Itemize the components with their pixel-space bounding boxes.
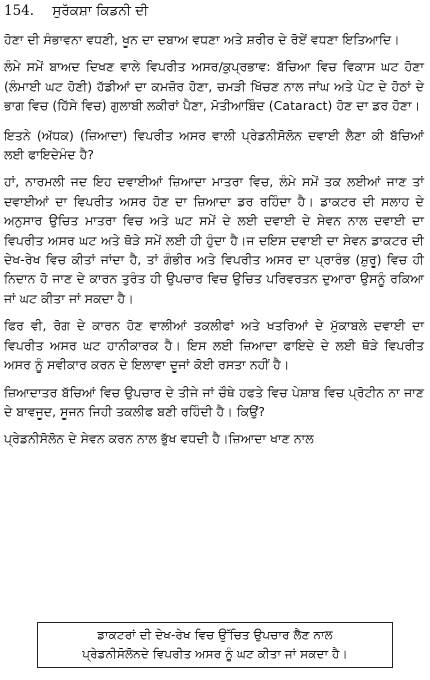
paragraph-long-term-effects: ਲੰਮੇ ਸਮੇਂ ਬਾਅਦ ਦਿਖਣ ਵਾਲੇ ਵਿਪਰੀਤ ਅਸਰ/ਕੁਪ੍ਰਭਾਵ: ਬੱਚਿਆ ਵਿਚ ਵਿਕਾਸ ਘਟ ਹੋਣਾ (ਲੰਮਾਈ ਘਟ ਹੋਣੀ) ਹੱਡੀਆਂ ਦਾ ਕਮਜ਼ੋਰ ਹੋਣਾ, ਚਮੜੀ ਖਿੱਚਣ ਨਾਲ ਜਾਂਘ ਅਤੇ ਪੇਟ ਦੇ ਹੋਠਾਂ ਦੇ ਭਾਗ ਵਿਚ (ਹਿੱਸੇ ਵਿਚ) ਗੁਲਾਬੀ ਲਕੀਰਾਂ ਪੈਣਾ, ਮੋਤੀਆਬਿੰਦ (Cataract) ਹੋਣ ਦਾ ਡਰ ਹੋਣਾ। (4, 59, 424, 114)
page-header (4, 2, 148, 20)
page-number: 154. (4, 3, 35, 19)
highlight-note-box (37, 622, 393, 668)
note-line-2: ਪ੍ਰੇਡਨੀਸੋਲੋਨਦੇ ਵਿਪਰੀਤ ਅਸਰ ਨੂੰ ਘਟ ਕੀਤਾ ਜਾਂ ਸਕਦਾ ਹੈ। (82, 647, 348, 661)
question-persistent-swelling: ਜ਼ਿਆਦਾਤਰ ਬੱਚਿਆਂ ਵਿਚ ਉਪਚਾਰ ਦੇ ਤੀਜੇ ਜਾਂ ਚੌਥੇ ਹਫਤੇ ਵਿਚ ਪੇਸ਼ਾਬ ਵਿਚ ਪ੍ਰੋਟੀਨ ਨਾ ਜਾਣ ਦੇ ਬਾਵਜੂਦ, ਸੂਜਨ ਜਿਹੀ ਤਕਲੀਫ ਬਣੀ ਰਹਿੰਦੀ ਹੈ। ਕਿਉਂ? (4, 384, 424, 419)
body-text (4, 30, 424, 449)
paragraph-risk-comparison: ਫਿਰ ਵੀ, ਰੋਗ ਦੇ ਕਾਰਨ ਹੋਣ ਵਾਲੀਆਂ ਤਕਲੀਫਾਂ ਅਤੇ ਖਤਰਿਆਂ ਦੇ ਮੁੱਕਾਬਲੇ ਦਵਾਈ ਦਾ ਵਿਪਰੀਤ ਅਸਰ ਘਟ ਹਾਨੀਕਾਰਕ ਹੈ। ਇਸ ਲਈ ਜ਼ਿਆਦਾ ਫਾਇਦੇ ਦੇ ਲਈ ਥੋੜੇ ਵਿਪਰੀਤ ਅਸਰ ਨੂੰ ਸਵੀਕਾਰ ਕਰਨ ਦੇ ਇਲਾਵਾ ਦੂਜਾਂ ਕੋਈ ਰਸਤਾ ਨਹੀਂ ਹੈ। (4, 318, 424, 373)
running-title: ਸੁਰੱਕਸ਼ਾ ਕਿਡਨੀ ਦੀ (52, 3, 149, 19)
question-is-prednisolone-beneficial: ਇਤਨੇ (ਅੱਧਕ) (ਜ਼ਿਆਦਾ) ਵਿਪਰੀਤ ਅਸਰ ਵਾਲੀ ਪ੍ਰੇਡਨੀਸੋਲੋਨ ਦਵਾਈ ਲੈਣਾ ਕੀ ਬੱਚਿਆਂ ਲਈ ਫਾਇਦੇਮੰਦ ਹੈ? (4, 127, 424, 163)
paragraph-side-effects-continued: ਹੋਣਾ ਦੀ ਸੰਭਾਵਨਾ ਵਧਣੀ, ਖੂਨ ਦਾ ਦਬਾਅ ਵਧਣਾ ਅਤੇ ਸ਼ਰੀਰ ਦੇ ਰੋਏਂ ਵਧਣਾ ਇਤਿਆਦਿ। (4, 32, 400, 47)
paragraph-appetite-increase: ਪ੍ਰੇਡਨੀਸੋਲੋਨ ਦੇ ਸੇਵਨ ਕਰਨ ਨਾਲ ਭੁੱਖ ਵਧਦੀ ਹੈ।ਜ਼ਿਆਦਾ ਖਾਣ ਨਾਲ (4, 431, 314, 447)
paragraph-answer-dosage: ਹਾਂ, ਨਾਰਮਲੀ ਜਦ ਇਹ ਦਵਾਈਆਂ ਜ਼ਿਆਦਾ ਮਾਤਰਾ ਵਿਚ, ਲੰਮੇ ਸਮੇਂ ਤਕ ਲਈਆਂ ਜਾਣ ਤਾਂ ਦਵਾਈਆਂ ਦਾ ਵਿਪਰੀਤ ਅਸਰ ਹੋਣ ਦਾ ਜ਼ਿਆਦਾ ਡਰ ਰਹਿੰਦਾ ਹੈ। ਡਾਕਟਰ ਦੀ ਸਲਾਹ ਦੇ ਅਨੁਸਾਰ ਉਚਿਤ ਮਾਤਰਾ ਵਿਚ ਅਤੇ ਘਟ ਸਮੇਂ ਦੇ ਲਈ ਦਵਾਈ ਦੇ ਸੇਵਨ ਨਾਲ ਦਵਾਈ ਦਾ ਵਿਪਰੀਤ ਅਸਰ ਘਟ ਅਤੇ ਥੋੜੇ ਸਮੇਂ ਲਈ ਹੀ ਹੁੰਦਾ ਹੈ।ਜ ਦਇਸ ਦਵਾਈ ਦਾ ਸੇਵਨ ਡਾਕਟਰ ਦੀ ਦੇਖ-ਰੇਖ ਵਿਚ ਕੀਤਾਂ ਜਾਂਦਾ ਹੈ, ਤਾਂ ਗੰਭੀਰ ਅਤੇ ਵਿਪਰੀਤ ਅਸਰ ਦਾ ਪ੍ਰਾਰੰਭ (ਸ਼ੁਰੂ) ਵਿਚ ਹੀ ਨਿਦਾਨ ਹੋ ਜਾਣ ਦੇ ਕਾਰਨ ਤੁਰੰਤ ਹੀ ਉਪਚਾਰ ਵਿਚ ਉਚਿਤ ਪਰਿਵਰਤਨ ਦੁਆਰਾ ਉਸਨੂੰ ਰਕਿਆ ਜਾਂ ਘਟ ਕੀਤਾ ਜਾਂ ਸਕਦਾ ਹੈ। (4, 174, 424, 306)
note-line-1: ਡਾਕਟਰਾਂ ਦੀ ਦੇਖ-ਰੇਖ ਵਿਚ ਉੱਚਿਤ ਉਪਚਾਰ ਲੈਣ ਨਾਲ (97, 628, 333, 642)
